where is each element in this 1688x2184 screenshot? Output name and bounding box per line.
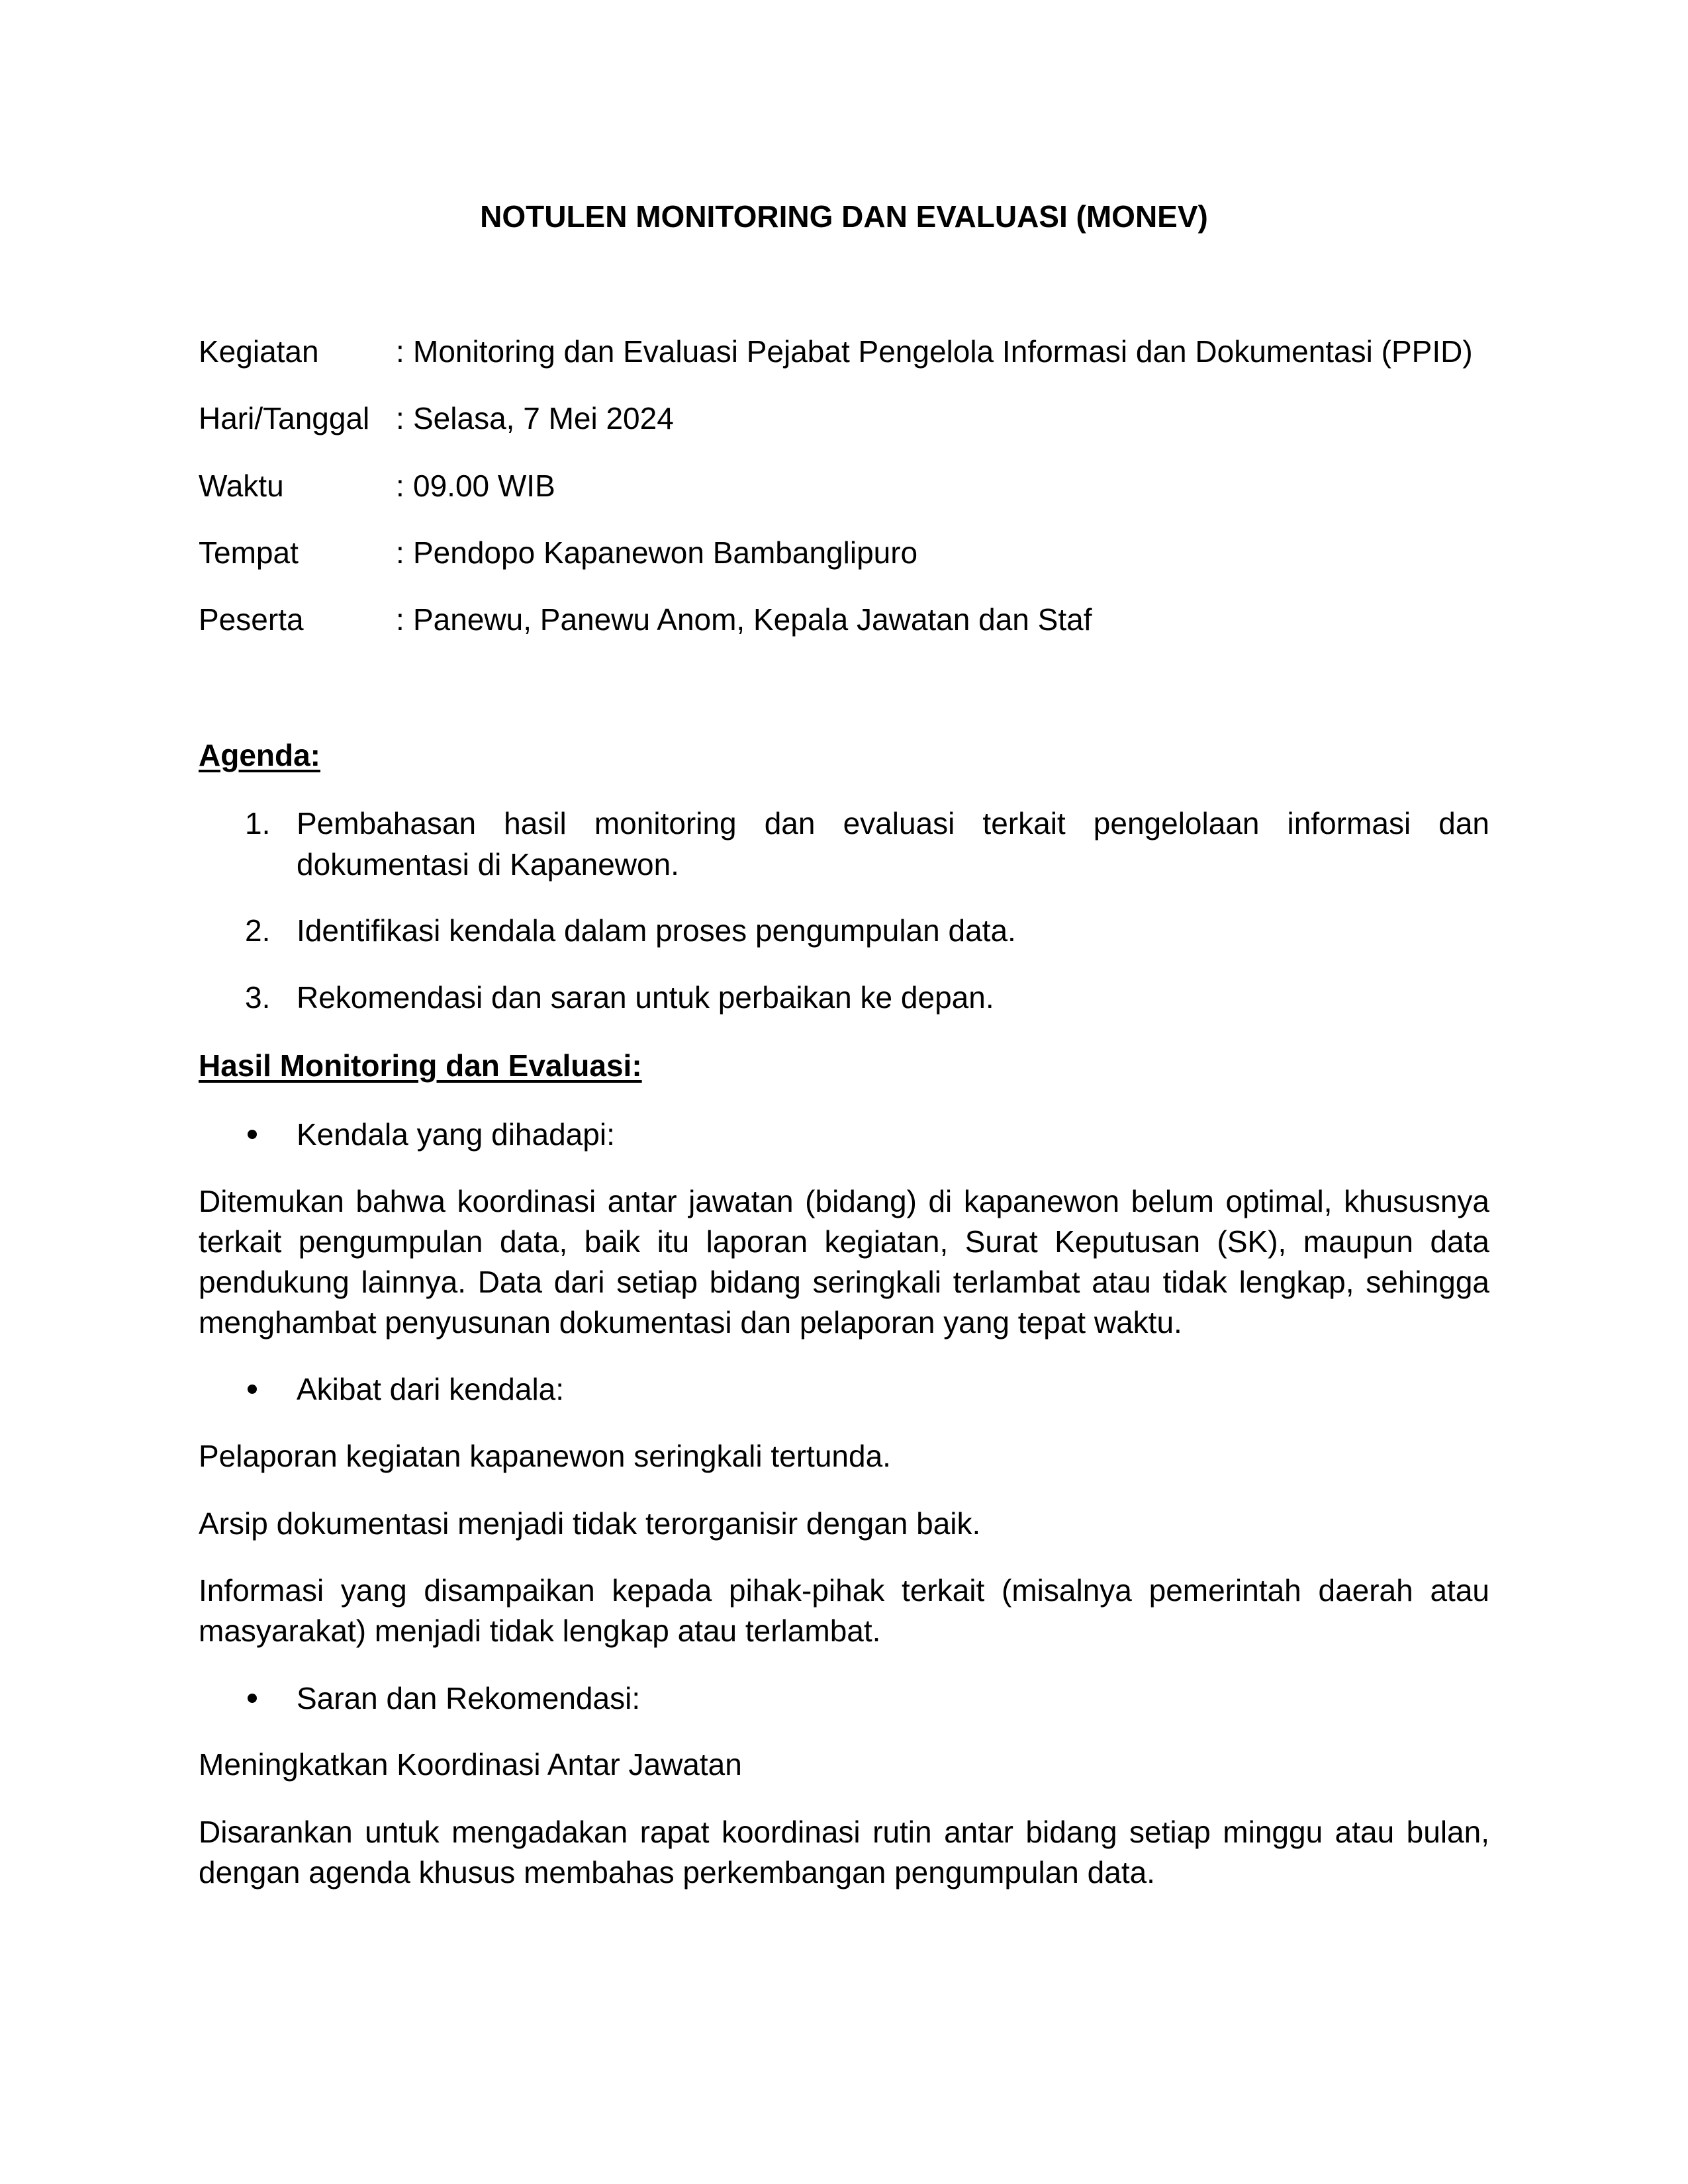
meta-value: Monitoring dan Evaluasi Pejabat Pengelola Informasi dan Dokumentasi (PPID) [413, 334, 1473, 369]
list-text: Pembahasan hasil monitoring dan evaluasi terkait pengelolaan informasi dan dokumentasi di Kapanewon. [297, 806, 1489, 882]
meta-value: Panewu, Panewu Anom, Kepala Jawatan dan Staf [413, 602, 1092, 637]
bullet-icon [248, 1694, 257, 1703]
list-number: 2. [245, 913, 271, 948]
meta-label: Peserta [199, 602, 304, 637]
paragraph-saran-heading: Meningkatkan Koordinasi Antar Jawatan [199, 1747, 742, 1782]
paragraph-saran-detail: Disarankan untuk mengadakan rapat koordinasi rutin antar bidang setiap minggu atau bulan, dengan agenda khusus membahas perkembangan pengumpulan data. [199, 1815, 1489, 1889]
meta-separator: : [396, 334, 404, 369]
bullet-icon [248, 1385, 257, 1394]
list-text: Rekomendasi dan saran untuk perbaikan ke depan. [297, 980, 994, 1015]
agenda-heading: Agenda: [199, 738, 320, 772]
paragraph-kendala: Ditemukan bahwa koordinasi antar jawatan (bidang) di kapanewon belum optimal, khususnya terkait pengumpulan data, baik itu laporan kegiatan, Surat Keputusan (SK), maupun data pendukung lainnya. Data dari setiap bidang seringkali terlambat atau tidak lengkap, sehingga menghambat penyusunan dokumentasi dan pelaporan yang tepat waktu. [199, 1184, 1489, 1340]
paragraph-akibat-1: Pelaporan kegiatan kapanewon seringkali tertunda. [199, 1439, 891, 1473]
meta-label: Hari/Tanggal [199, 401, 370, 435]
bullet-text: Akibat dari kendala: [297, 1372, 565, 1406]
bullet-text: Saran dan Rekomendasi: [297, 1681, 641, 1715]
meta-value: Selasa, 7 Mei 2024 [413, 401, 674, 435]
meta-value: Pendopo Kapanewon Bambanglipuro [413, 535, 918, 570]
meta-label: Tempat [199, 535, 299, 570]
paragraph-akibat-3: Informasi yang disampaikan kepada pihak-pihak terkait (misalnya pemerintah daerah atau masyarakat) menjadi tidak lengkap atau terlambat. [199, 1573, 1489, 1648]
list-number: 1. [245, 806, 271, 841]
meta-separator: : [396, 469, 404, 503]
meta-value: 09.00 WIB [413, 469, 555, 503]
meta-separator: : [396, 401, 404, 435]
bullet-icon [248, 1130, 257, 1139]
results-heading: Hasil Monitoring dan Evaluasi: [199, 1048, 642, 1083]
list-text: Identifikasi kendala dalam proses pengumpulan data. [297, 913, 1016, 948]
meta-separator: : [396, 535, 404, 570]
bullet-text: Kendala yang dihadapi: [297, 1117, 615, 1152]
meta-label: Waktu [199, 469, 284, 503]
paragraph-akibat-2: Arsip dokumentasi menjadi tidak terorganisir dengan baik. [199, 1506, 981, 1541]
meta-label: Kegiatan [199, 334, 319, 369]
list-number: 3. [245, 980, 271, 1015]
document-title: NOTULEN MONITORING DAN EVALUASI (MONEV) [480, 199, 1208, 234]
agenda-item-1 [245, 803, 1489, 885]
meta-separator: : [396, 602, 404, 637]
